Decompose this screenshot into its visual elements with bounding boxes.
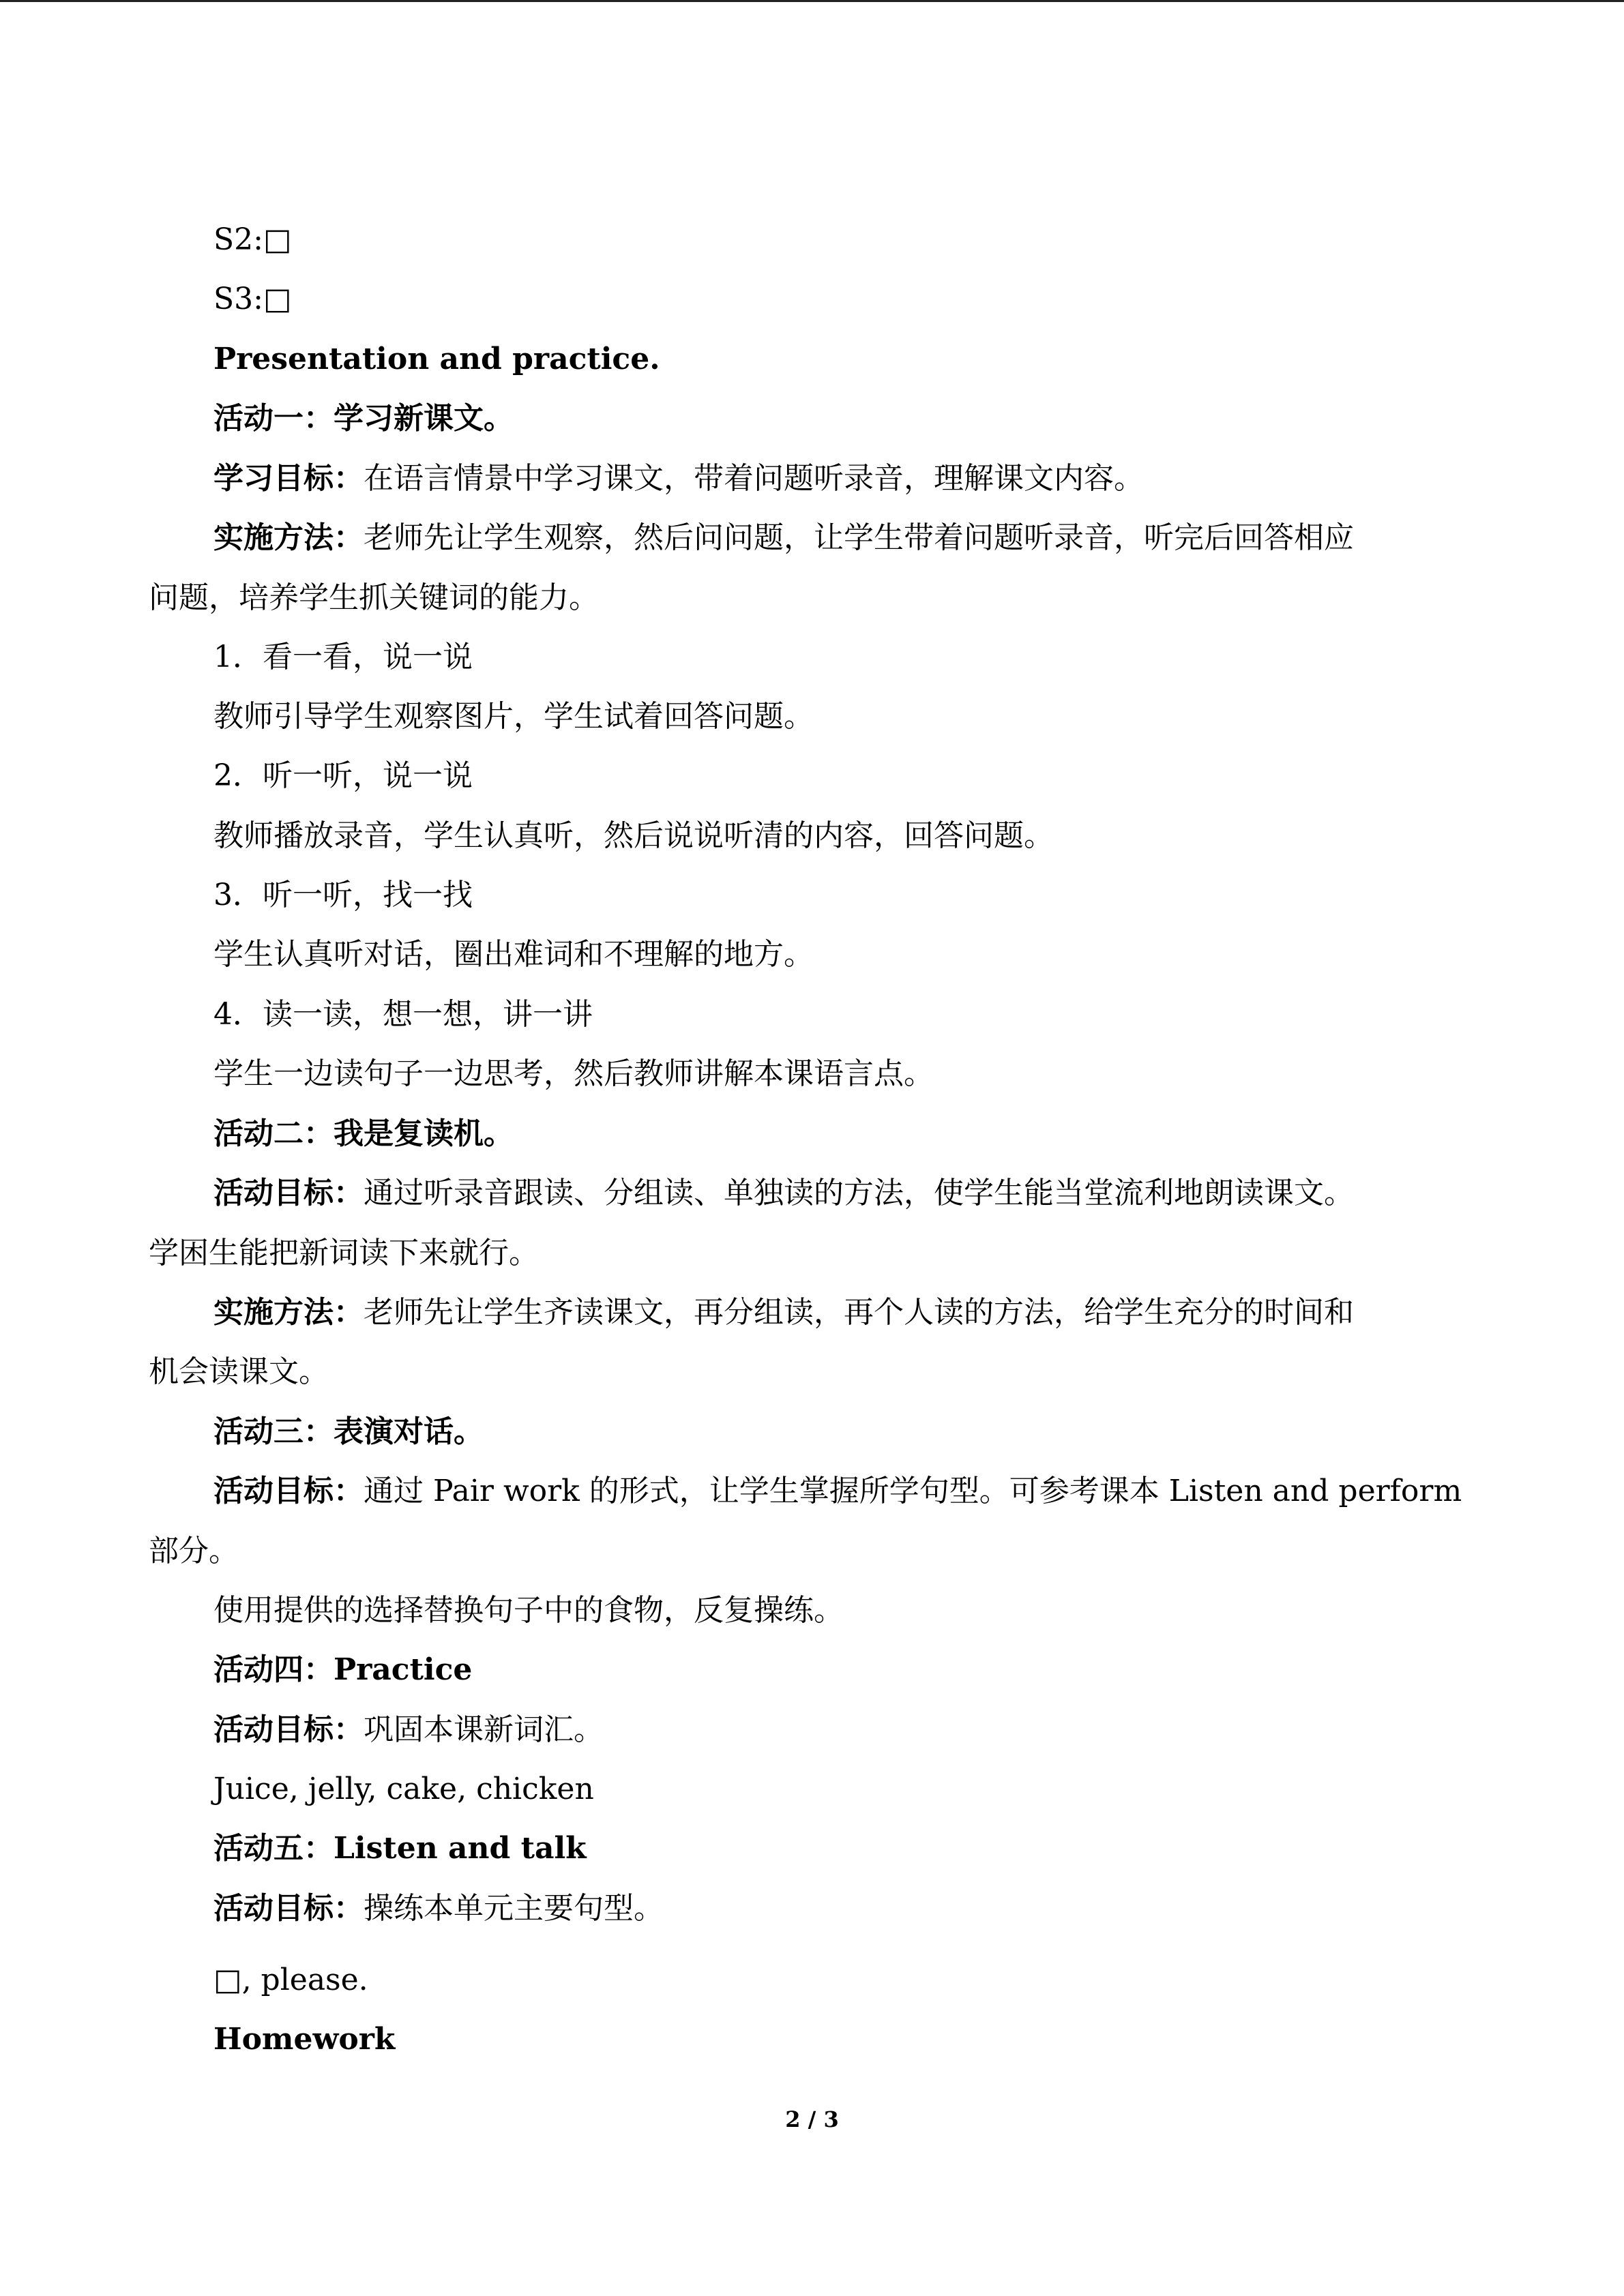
method-label: 实施方法：	[213, 1295, 364, 1330]
activity-5-goal	[213, 1888, 664, 1929]
page-number: 2 / 3	[785, 2106, 839, 2132]
step-1-text: 教师引导学生观察图片，学生试着回答问题。	[213, 699, 814, 734]
dialogue-line-s3: S3:□	[213, 282, 292, 316]
activity-1-goal	[213, 458, 1144, 499]
goal-text: 巩固本课新词汇。	[364, 1712, 604, 1747]
activity-2-goal-continued: 学困生能把新词读下来就行。	[149, 1236, 539, 1270]
dialogue-line-s2: S2:□	[213, 222, 292, 257]
activity-1-method-continued: 问题，培养学生抓关键词的能力。	[149, 580, 599, 615]
step-3-text: 学生认真听对话，圈出难词和不理解的地方。	[213, 937, 814, 972]
method-text: 老师先让学生观察，然后问问题，让学生带着问题听录音，听完后回答相应	[364, 520, 1354, 555]
goal-text: 操练本单元主要句型。	[364, 1891, 664, 1926]
activity-3-goal	[213, 1471, 1462, 1512]
step-3-heading: 3．听一听，找一找	[213, 878, 473, 912]
activity-2-method	[213, 1292, 1354, 1333]
method-text: 老师先让学生齐读课文，再分组读，再个人读的方法，给学生充分的时间和	[364, 1295, 1354, 1330]
goal-label: 活动目标：	[213, 1891, 364, 1926]
step-2-text: 教师播放录音，学生认真听，然后说说听清的内容，回答问题。	[213, 818, 1054, 853]
activity-3-heading: 活动三：表演对话。	[213, 1414, 484, 1449]
goal-label: 活动目标：	[213, 1712, 364, 1747]
goal-text: 通过 Pair work 的形式，让学生掌握所学句型。可参考课本 Listen and perform	[364, 1474, 1462, 1508]
sentence-pattern: □, please.	[213, 1963, 368, 1997]
goal-text: 在语言情景中学习课文，带着问题听录音，理解课文内容。	[364, 461, 1144, 496]
activity-1-method	[213, 518, 1354, 558]
goal-text: 通过听录音跟读、分组读、单独读的方法，使学生能当堂流利地朗读课文。	[364, 1176, 1354, 1210]
activity-2-goal	[213, 1173, 1354, 1214]
activity-4-heading: 活动四：Practice	[213, 1652, 473, 1687]
goal-label: 活动目标：	[213, 1474, 364, 1508]
method-label: 实施方法：	[213, 520, 364, 555]
step-4-text: 学生一边读句子一边思考，然后教师讲解本课语言点。	[213, 1056, 934, 1091]
section-heading-presentation: Presentation and practice.	[213, 342, 660, 376]
activity-3-note: 使用提供的选择替换句子中的食物，反复操练。	[213, 1593, 844, 1628]
step-4-heading: 4．读一读，想一想，讲一讲	[213, 997, 593, 1032]
homework-heading: Homework	[213, 2022, 396, 2057]
goal-label: 学习目标：	[213, 461, 364, 496]
activity-3-goal-continued: 部分。	[149, 1534, 239, 1568]
activity-4-goal	[213, 1710, 604, 1750]
step-2-heading: 2．听一听，说一说	[213, 758, 473, 793]
goal-label: 活动目标：	[213, 1176, 364, 1210]
activity-5-heading: 活动五：Listen and talk	[213, 1831, 587, 1866]
activity-2-method-continued: 机会读课文。	[149, 1354, 329, 1389]
activity-1-heading: 活动一：学习新课文。	[213, 401, 514, 436]
activity-2-heading: 活动二：我是复读机。	[213, 1116, 514, 1151]
vocabulary-list: Juice, jelly, cake, chicken	[213, 1772, 594, 1806]
step-1-heading: 1．看一看，说一说	[213, 640, 473, 674]
